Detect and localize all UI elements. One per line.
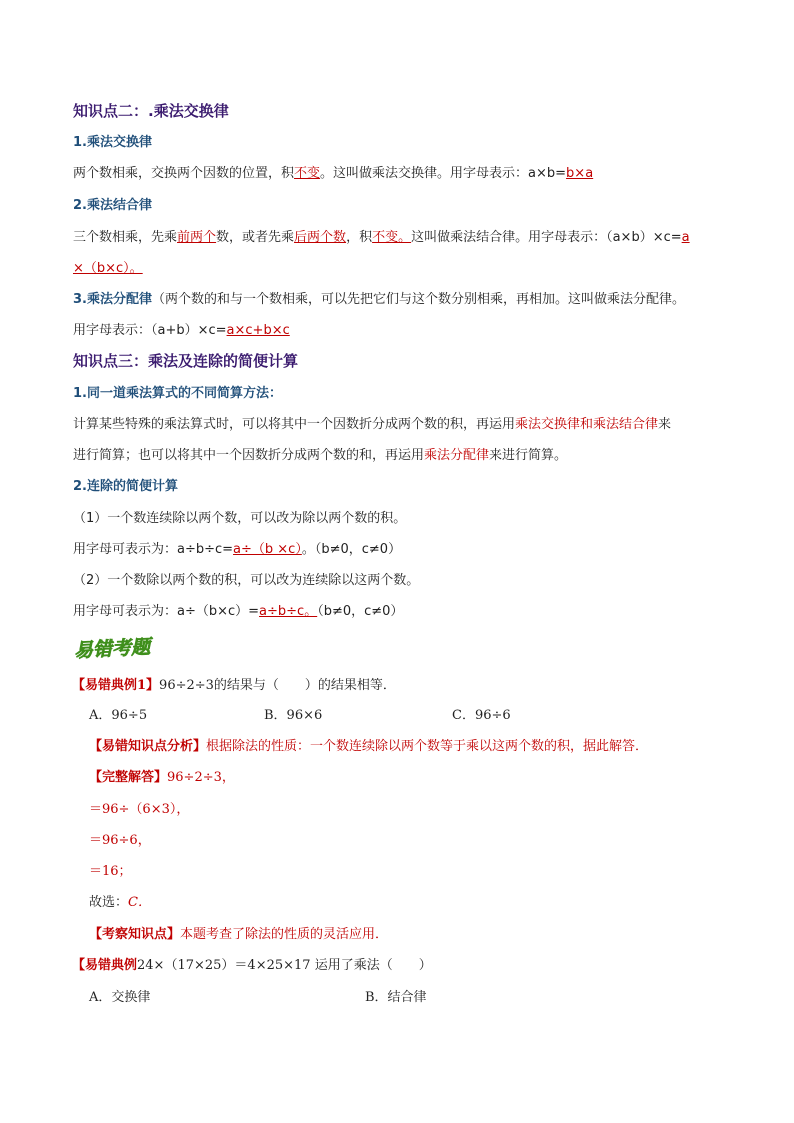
option-a: A．交换律 [89,990,151,1005]
question-text: 96÷2÷3的结果与（ ）的结果相等． [159,678,396,693]
answer-step-2: ＝96÷6， [89,833,151,848]
analysis-label: 【易错知识点分析】 [89,739,207,754]
question-text: 24×（17×25）＝4×25×17 运用了乘法（ ） [137,958,432,973]
example1-question [72,677,396,695]
methods-paragraph [73,416,671,434]
option-b: B．结合律 [365,990,427,1005]
division-formula-2 [73,603,403,621]
answer-choice [89,894,151,912]
knowledge-point-label: 【考察知识点】 [89,927,181,942]
division-formula-1 [73,541,401,559]
answer-label: 【完整解答】 [89,770,168,785]
answer-step-3: ＝16； [89,864,132,879]
associative-heading: 2.乘法结合律 [73,198,152,213]
text: 这叫做乘法结合律。用字母表示：（a×b）×c= [411,230,682,245]
text: 三个数相乘，先乘 [73,230,178,245]
division-rule-1: （1）一个数连续除以两个数，可以改为除以两个数的积。 [73,511,407,526]
distributive-paragraph [73,291,685,309]
choice-value: C． [128,895,151,910]
section2-title: 知识点二：.乘法交换律 [73,102,229,120]
fill-answer: a÷b÷c。 [259,604,318,619]
text: 用字母表示：（a+b）×c= [73,323,227,338]
text: 。这叫做乘法交换律。用字母表示：a×b= [320,166,567,181]
commutative-heading: 1.乘法交换律 [73,135,152,150]
analysis-line [89,738,648,756]
text: 两个数相乘，交换两个因数的位置，积 [73,166,295,181]
example2-question [72,957,432,975]
example-label: 【易错典例 [72,958,138,973]
text: 计算某些特殊的乘法算式时，可以将其中一个因数折分成两个数的积，再运用 [73,417,516,432]
analysis-text: 根据除法的性质：一个数连续除以两个数等于乘以这两个数的积，据此解答． [206,739,649,754]
highlight: 乘法分配律 [424,448,490,463]
text: 来进行简算。 [489,448,568,463]
text: 。（b≠0，c≠0） [301,542,402,557]
fill-answer: a÷（b ×c） [233,542,302,557]
fill-answer: 不变。 [372,230,412,245]
answer-text: 96÷2÷3， [167,770,235,785]
text: 来 [658,417,672,432]
text: 用字母可表示为：a÷（b×c）= [73,604,260,619]
knowledge-point-line [89,926,388,944]
fill-answer: 前两个 [177,230,217,245]
text: 数，或者先乘 [216,230,295,245]
division-heading: 2.连除的简便计算 [73,479,178,494]
section3-title: 知识点三：乘法及连除的简便计算 [73,352,299,370]
fill-answer: ×（b×c）。 [73,261,143,276]
text: ，积 [346,230,373,245]
option-b: B．96×6 [264,708,323,723]
answer-line [89,769,235,787]
commutative-paragraph [73,165,593,183]
methods-paragraph-cont [73,447,567,465]
distributive-formula [73,322,290,340]
associative-paragraph-cont [73,260,143,278]
associative-paragraph [73,229,690,247]
knowledge-point-text: 本题考查了除法的性质的灵活应用． [180,927,389,942]
fill-answer: a [681,230,690,245]
option-c: C．96÷6 [452,708,511,723]
option-a: A．96÷5 [89,708,148,723]
answer-step-1: ＝96÷（6×3）， [89,802,190,817]
text: 进行简算；也可以将其中一个因数折分成两个数的和，再运用 [73,448,425,463]
fill-answer: b×a [566,166,594,181]
methods-heading: 1.同一道乘法算式的不同简算方法： [73,386,282,401]
text: （b≠0，c≠0） [317,604,404,619]
division-rule-2: （2）一个数除以两个数的积，可以改为连续除以这两个数。 [73,573,420,588]
text: （两个数的和与一个数相乘，可以先把它们与这个数分别相乘，再相加。这叫做乘法分配律。 [151,292,685,307]
example-label: 【易错典例1】 [72,678,160,693]
error-prone-banner [73,634,159,662]
fill-answer: 不变 [294,166,321,181]
text: 用字母可表示为：a÷b÷c= [73,542,234,557]
distributive-heading: 3.乘法分配律 [73,292,152,307]
fill-answer: 后两个数 [294,230,347,245]
highlight: 乘法交换律和乘法结合律 [515,417,659,432]
banner-text: 易错考题 [73,636,151,662]
fill-answer: a×c+b×c [226,323,290,338]
choice-prefix: 故选： [89,895,129,910]
